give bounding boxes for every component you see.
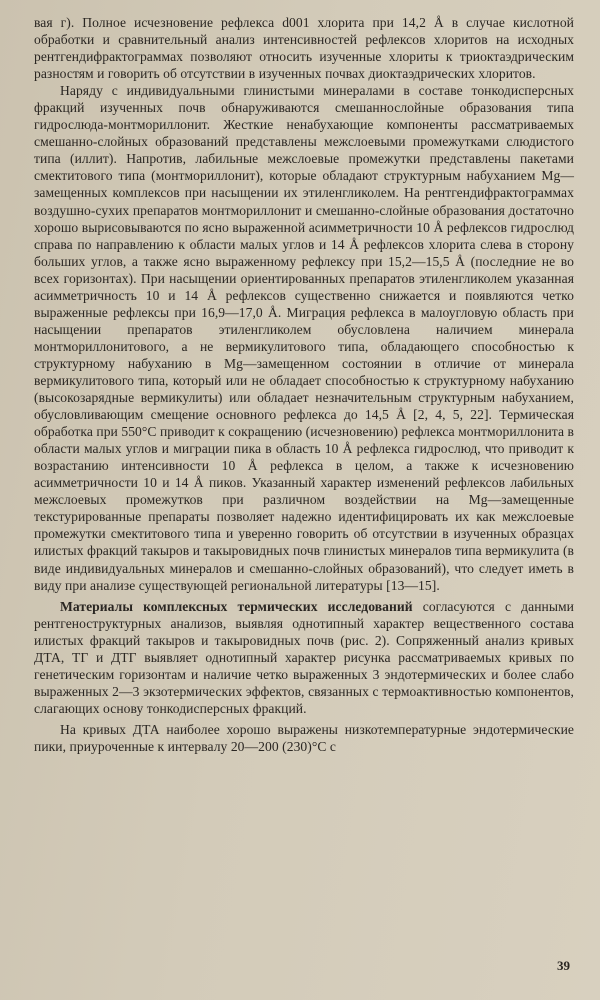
page-number: 39 <box>557 958 570 973</box>
paragraph-text: вая г). Полное исчезновение рефлекса d001 хлорита при 14,2 Å в случае кислотной обработки и сравнительный анализ интенсивностей рефлексов хлоритов на исходных рентгендифрактограммах позволяют относить изученные хлориты к триоктаэдрическим разностям и говорить об отсутствии в изученных почвах диоктаэдрических хлоритов. <box>34 15 574 82</box>
paragraph-dta-curves <box>34 721 574 755</box>
paragraph-thermal-studies <box>34 598 574 717</box>
paragraph-text: согласуются с данными рентгеноструктурных анализов, выявляя однотипный характер вещественного состава илистых фракций такыров и такыровидных почв (рис. 2). Сопряженный анализ кривых ДТА, ТГ и ДТГ выявляет однотипный характер рисунка рассматриваемых кривых по генетическим горизонтам и наличие четко выраженных 3 эндотермических и более слабо выраженных 2—3 экзотермических эффектов, связанных с термоактивностью компонентов, слагающих основу тонкодисперсных фракций. <box>34 598 574 716</box>
paragraph-chlorite-conclusion <box>34 14 574 82</box>
paragraph-mixed-layer <box>34 82 574 593</box>
paragraph-lead: Материалы комплексных термических исследований <box>60 598 413 614</box>
paragraph-text: На кривых ДТА наиболее хорошо выражены низкотемпературные эндотермические пики, приуроченные к интервалу 20—200 (230)°C с <box>34 721 574 754</box>
paragraph-text: Наряду с индивидуальными глинистыми минералами в составе тонкодисперсных фракций изученных почв обнаруживаются смешаннослойные образования типа гидрослюда-монтмориллонит. Жесткие ненабухающие компоненты рассматриваемых смешанно-слойных образований представлены межслоевыми промежутками слюдистого типа (иллит). Напротив, лабильные межслоевые промежутки представлены пакетами смектитового типа (монтмориллонит), которые обладают структурным набуханием Mg—замещенных комплексов при насыщении их этиленгликолем. На рентгендифрактограммах воздушно-сухих препаратов монтмориллонит и смешанно-слойные образования достаточно хорошо вырисовываются по ясно выраженной асимметричности 10 Å рефлексов гидрослюд справа по направлению к области малых углов и 14 Å рефлексов хлорита слева в сторону больших углов, а также ясно выраженному рефлексу при 15,2—15,5 Å (последние не во всех горизонтах). При насыщении ориентированных препаратов этиленгликолем указанная асимметричность 10 и 14 Å рефлексов существенно снижается и появляются четко выраженные рефлексы при 16,9—17,0 Å. Миграция рефлекса в малоугловую область при насыщении препаратов этиленгликолем обусловлена наличием минерала монтмориллонитового, а не вермикулитового типа, обладающего способностью к структурному набуханию в Mg—замещенном состоянии в отличие от минерала вермикулитового типа, который или не обладает способностью к структурному набуханию (высокозарядные вермикулиты) или обладает незначительным структурным набуханием, обусловливающим смещение основного рефлекса до 14,5 Å [2, 4, 5, 22]. Термическая обработка при 550°C приводит к сокращению (исчезновению) рефлекса монтмориллонита в области малых углов и миграции пика в область 10 Å рефлекса гидрослюд, что приводит к возрастанию интенсивности 10 Å рефлекса в целом, а также к исчезновению асимметричности 10 и 14 Å пиков. Указанный характер изменений рефлексов лабильных межслоевых промежутков при различном воздействии на Mg—замещенные текстурированные препараты позволяет надежно идентифицировать их как межслоевые промежутки смектитового типа и уверенно говорить об отсутствии в изученных образцах илистых фракций такыров и такыровидных почв глинистых минералов типа вермикулита (в виде индивидуальных минералов и смешанно-слойных образований), что следует иметь в виду при анализе существующей региональной литературы [13—15]. <box>34 83 574 593</box>
